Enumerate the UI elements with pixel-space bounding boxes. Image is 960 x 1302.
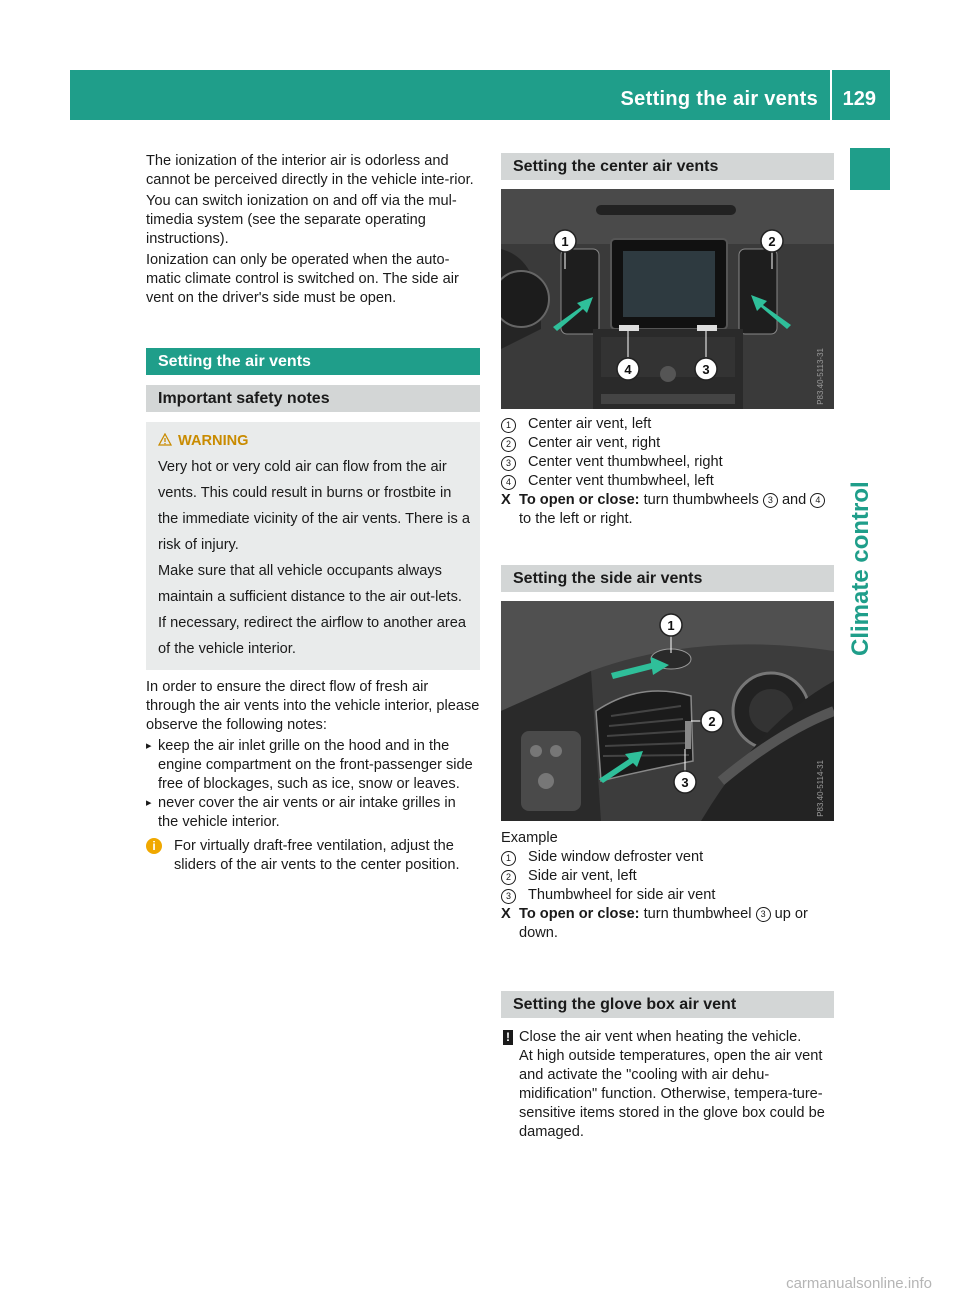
- example-caption: Example: [501, 830, 558, 846]
- legend-number: 3: [501, 456, 516, 471]
- subsection-heading: Important safety notes: [146, 385, 480, 412]
- svg-text:3: 3: [681, 775, 689, 790]
- side-vents-photo: [501, 601, 834, 821]
- step-label: To open or close:: [519, 492, 640, 508]
- info-note-text: For virtually draft-free ventilation, adjust the sliders of the air vents to the center position.: [174, 838, 460, 873]
- instruction-step: [501, 491, 834, 529]
- legend-number: 2: [501, 437, 516, 452]
- page-header: [70, 70, 890, 120]
- legend-item: [501, 453, 834, 472]
- step-number: 3: [763, 493, 778, 508]
- section-heading: Setting the air vents: [146, 348, 480, 375]
- step-number: 3: [756, 907, 771, 922]
- svg-text:2: 2: [708, 714, 716, 729]
- legend-text: Side air vent, left: [528, 868, 637, 884]
- section-heading-side-vents: Setting the side air vents: [501, 565, 834, 592]
- legend-number: 1: [501, 418, 516, 433]
- legend-text: Center air vent, right: [528, 435, 661, 451]
- step-text: and: [781, 492, 807, 508]
- svg-text:4: 4: [624, 362, 632, 377]
- left-column: [146, 152, 480, 875]
- page-number: 129: [842, 88, 876, 110]
- step-text: up or down.: [519, 906, 808, 941]
- intro-paragraph: Ionization can only be operated when the auto-matic climate control is switched on. The side air vent on the driver's side must be open.: [146, 252, 459, 306]
- caution-icon: !: [503, 1030, 513, 1045]
- instruction-step: [501, 905, 834, 943]
- image-code: P83.40-5113-31: [816, 348, 825, 405]
- legend-text: Center air vent, left: [528, 416, 652, 432]
- warning-heading: [158, 428, 472, 454]
- intro-paragraph: The ionization of the interior air is odorless and cannot be perceived directly in the vehicle inte-rior.: [146, 153, 474, 188]
- legend-item: [501, 867, 834, 886]
- step-text: turn thumbwheels: [643, 492, 759, 508]
- legend-number: 3: [501, 889, 516, 904]
- warning-triangle-icon: [158, 433, 172, 446]
- step-number: 4: [810, 493, 825, 508]
- list-item: ▸ keep the air inlet grille on the hood and in the engine compartment on the front-passenger side free of blockages, such as ice, snow or leaves.: [146, 737, 480, 794]
- legend-number: 1: [501, 851, 516, 866]
- caution-text: At high outside temperatures, open the air vent and activate the "cooling with air dehu-midification" function. Otherwise, tempera-ture-sensitive items stored in the glove box could be damaged.: [519, 1048, 825, 1140]
- step-text: to the left or right.: [519, 511, 633, 527]
- legend-text: Center vent thumbwheel, right: [528, 454, 723, 470]
- list-item: ▸ never cover the air vents or air intake grilles in the vehicle interior.: [146, 794, 480, 832]
- svg-text:3: 3: [702, 362, 710, 377]
- warning-text: Very hot or very cold air can flow from the air vents. This could result in burns or frostbite in the immediate vicinity of the air vents. There is a risk of injury.: [158, 459, 471, 553]
- caution-note: [501, 1028, 834, 1142]
- svg-text:2: 2: [768, 234, 776, 249]
- center-vents-photo: [501, 189, 834, 409]
- caution-text: Close the air vent when heating the vehicle.: [519, 1029, 802, 1045]
- info-note: [146, 837, 480, 875]
- legend-number: 4: [501, 475, 516, 490]
- chapter-tab-label: Climate control: [847, 481, 874, 656]
- header-title: Setting the air vents: [620, 88, 818, 110]
- right-column: [501, 153, 834, 1142]
- legend-item: [501, 848, 834, 867]
- watermark: carmanualsonline.info: [786, 1275, 932, 1292]
- svg-text:1: 1: [667, 618, 675, 633]
- legend-item: [501, 415, 834, 434]
- chapter-tab-marker: [850, 148, 890, 190]
- section-heading-center-vents: Setting the center air vents: [501, 153, 834, 180]
- svg-text:1: 1: [561, 234, 569, 249]
- legend-number: 2: [501, 870, 516, 885]
- legend-text: Thumbwheel for side air vent: [528, 887, 716, 903]
- legend-text: Center vent thumbwheel, left: [528, 473, 714, 489]
- step-text: turn thumbwheel: [643, 906, 752, 922]
- legend-item: [501, 886, 834, 905]
- intro-paragraph: You can switch ionization on and off via the mul-timedia system (see the separate operating instructions).: [146, 193, 457, 247]
- legend-text: Side window defroster vent: [528, 849, 704, 865]
- header-divider: [830, 70, 832, 120]
- info-icon: i: [146, 838, 162, 854]
- step-label: To open or close:: [519, 906, 640, 922]
- warning-box: [146, 422, 480, 670]
- legend-item: [501, 434, 834, 453]
- image-code: P83.40-5114-31: [816, 760, 825, 817]
- legend-item: [501, 472, 834, 491]
- lead-in-paragraph: In order to ensure the direct flow of fresh air through the air vents into the vehicle interior, please observe the following notes:: [146, 679, 480, 733]
- warning-heading-text: WARNING: [178, 433, 249, 449]
- warning-text: Make sure that all vehicle occupants always maintain a sufficient distance to the air out-lets. If necessary, redirect the airflow to another area of the vehicle interior.: [158, 563, 466, 657]
- section-heading-glovebox-vent: Setting the glove box air vent: [501, 991, 834, 1018]
